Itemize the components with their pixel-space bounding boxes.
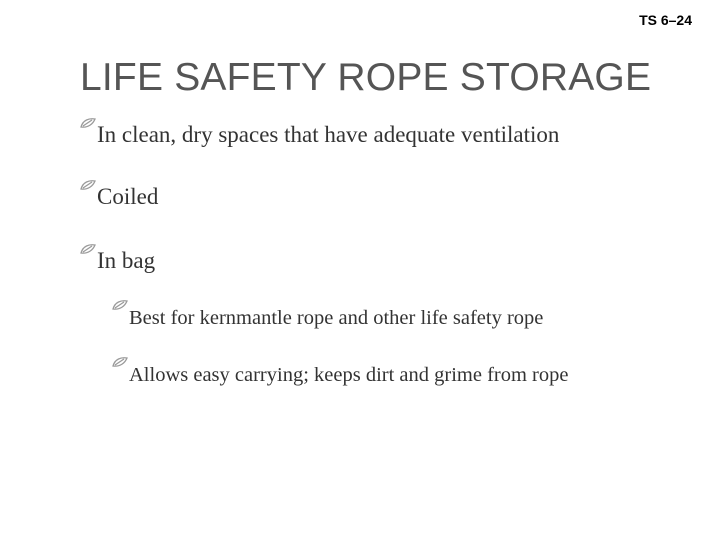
leaf-bullet-icon bbox=[80, 190, 97, 204]
bullet-text: Coiled bbox=[97, 184, 159, 209]
sub-bullet-item bbox=[112, 307, 543, 330]
slide-title: LIFE SAFETY ROPE STORAGE bbox=[80, 56, 652, 99]
leaf-bullet-icon bbox=[80, 254, 97, 268]
bullet-text: In bag bbox=[97, 248, 156, 273]
bullet-item bbox=[80, 122, 559, 148]
leaf-bullet-icon bbox=[112, 310, 129, 324]
bullet-text: In clean, dry spaces that have adequate ventilation bbox=[97, 122, 560, 147]
bullet-item bbox=[80, 184, 158, 210]
sub-bullet-item bbox=[112, 364, 568, 387]
sub-bullet-text: Best for kernmantle rope and other life safety rope bbox=[129, 307, 544, 329]
slide-number: TS 6–24 bbox=[639, 12, 692, 28]
sub-bullet-text: Allows easy carrying; keeps dirt and grime from rope bbox=[129, 364, 569, 386]
leaf-bullet-icon bbox=[80, 128, 97, 142]
leaf-bullet-icon bbox=[112, 367, 129, 381]
bullet-item bbox=[80, 248, 155, 274]
